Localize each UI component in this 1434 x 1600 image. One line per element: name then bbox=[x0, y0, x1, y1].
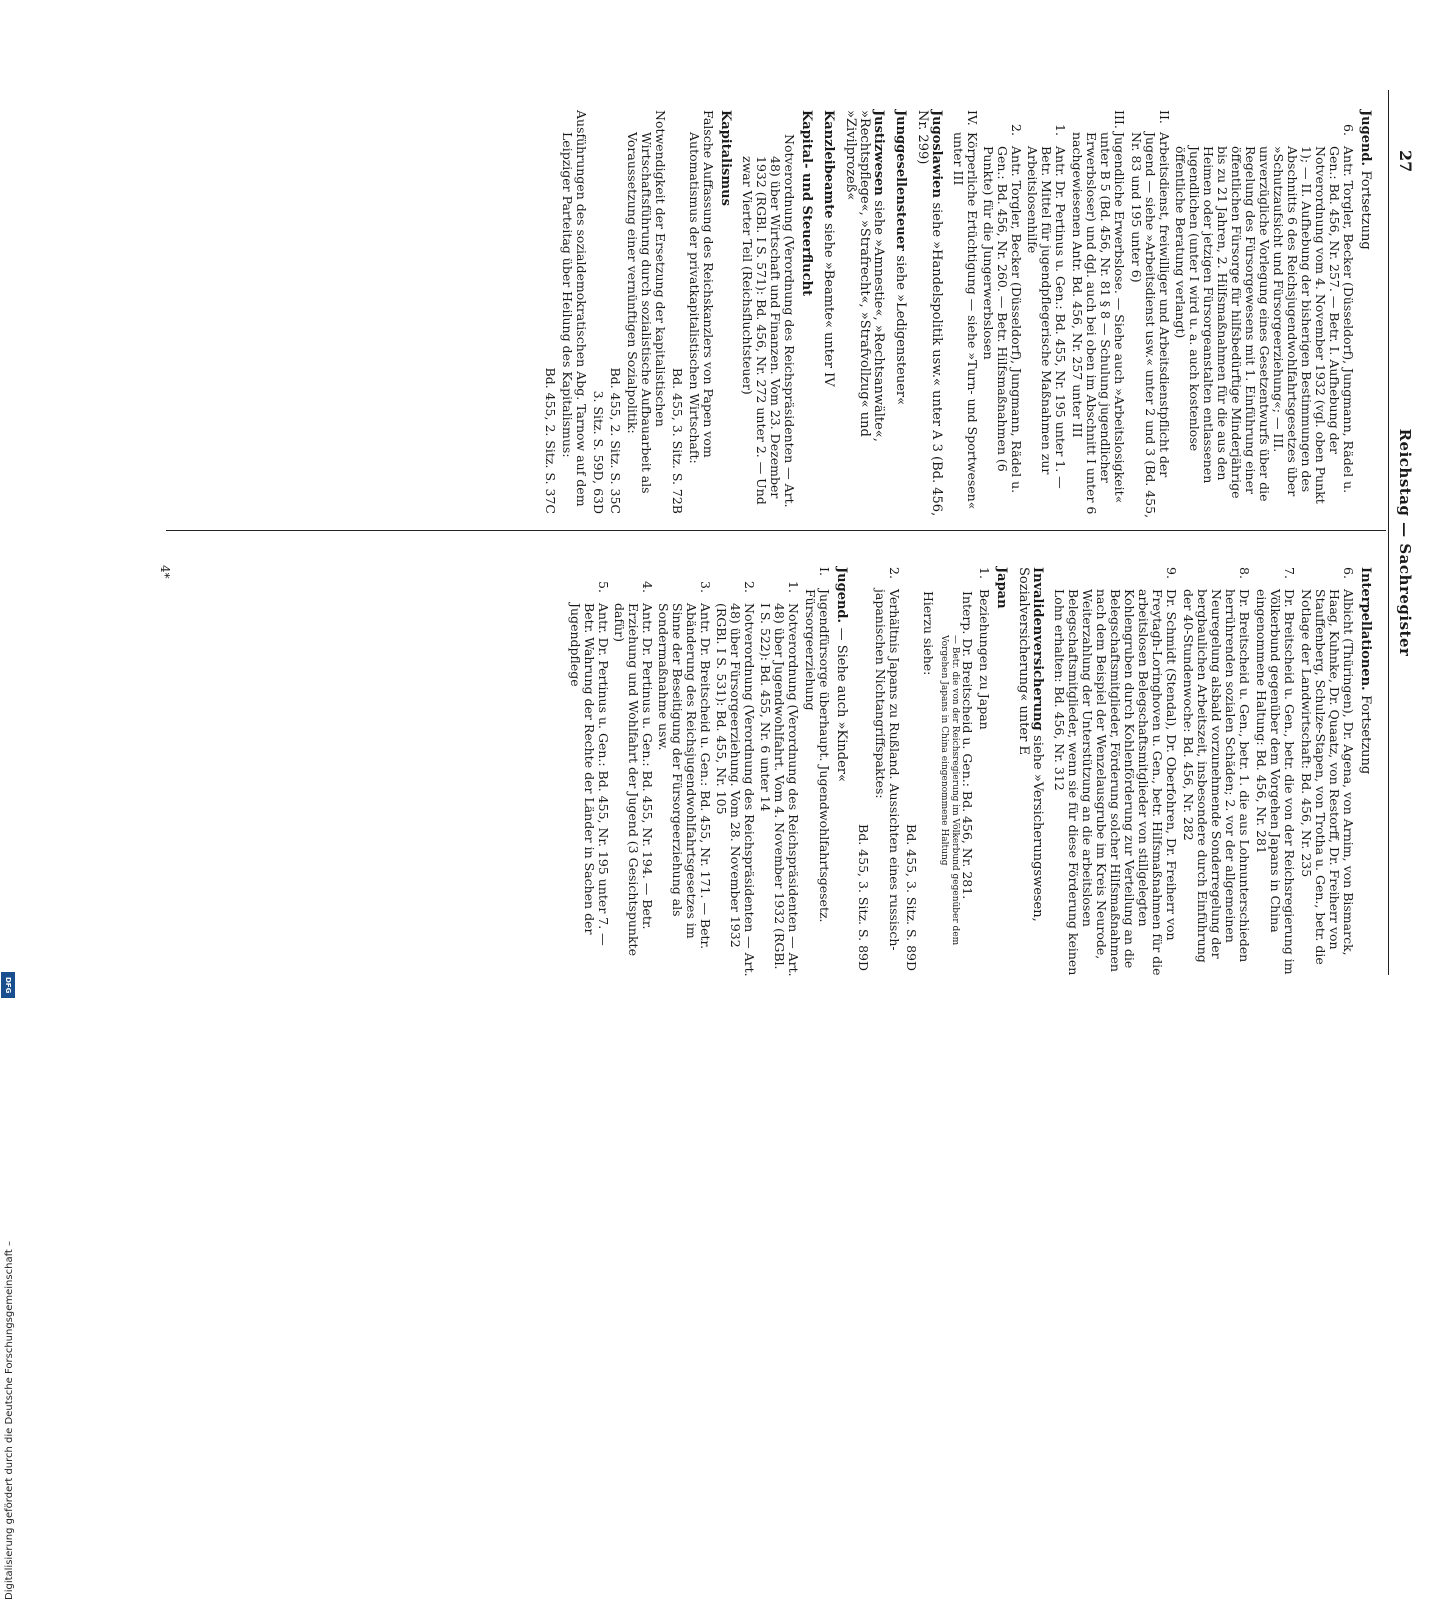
list-item: Hierzu siehe: bbox=[921, 591, 936, 676]
page-title: Reichstag — Sachregister bbox=[1396, 428, 1414, 657]
section-kanzleibeamte bbox=[821, 110, 835, 520]
page-header bbox=[1386, 90, 1426, 995]
section-invalidenversicherung bbox=[1016, 567, 1044, 977]
section-heading: Kanzleibeamte siehe »Beamte« unter IV bbox=[821, 110, 836, 387]
section-kapitalflucht bbox=[740, 110, 813, 520]
list-item: 1.Beziehungen zu Japan bbox=[977, 567, 992, 730]
section-jugend-continued bbox=[951, 110, 1372, 520]
section-junggesellensteuer bbox=[893, 110, 907, 520]
list-item: Notwendigkeit der Ersetzung der kapitalistischen Wirtschaftsführung durch sozialistische Aufbauarbeit als Voraussetzung einer vernünftigen Sozialpolitik: bbox=[625, 110, 668, 494]
section-heading: Justizwesen siehe »Amnestie«, »Rechtsanwälte«, »Rechtspflege«, »Strafrecht«, »Strafvollzug« und »Zivilprozeß« bbox=[843, 110, 886, 442]
page-number: 27 bbox=[1396, 150, 1415, 173]
section-japan bbox=[856, 567, 1008, 977]
list-item: 7.Dr. Breitscheid u. Gen., betr. die von der Reichsregierung im Völkerbund gegenüber dem Vorgehen Japans in China eingenommene Haltung: Bd. 456, Nr. 281 bbox=[1254, 567, 1297, 975]
section-heading: Jugend. — Siehe auch »Kinder« bbox=[834, 567, 849, 782]
left-column bbox=[560, 567, 1372, 977]
section-heading: Kapital- und Steuerflucht bbox=[799, 110, 814, 297]
list-item: II.Arbeitsdienst, freiwilliger und Arbeitsdienstpflicht der Jugend — siehe »Arbeitsdienst usw.« unter 2 und 3 (Bd. 455, Nr. 83 und 195 unter 6) bbox=[1129, 110, 1172, 519]
list-item: Ausführungen des sozialdemokratischen Abg. Tarnow auf dem Leipziger Parteitag über Heilung des Kapitalismus: bbox=[560, 110, 589, 507]
list-item: 6.Albicht (Thüringen), Dr. Agena, von Arnim, von Bismarck, Haag, Kuhnke, Dr. Quaatz, von Restorff, Dr. Freiherr von Stauffenberg, Schulze-Stapen, von Trotha u. Gen., betr. die Notlage der Landwirtschaft: Bd. 456, Nr. 235 bbox=[1299, 567, 1356, 965]
section-interpellationen bbox=[1052, 567, 1372, 977]
section-heading: Japan bbox=[994, 567, 1009, 609]
list-item: 9.Dr. Schmidt (Stendal), Dr. Oberfohren, Dr. Freiherr von Freytagh-Loringhoven u. Gen., betr. Hilfsmaßnahmen für die arbeitslosen Belegschaftsmitglieder von stillgelegten Kohlengruben durch Kohlenförderung zur Verteilung an die Belegschaftsmitglieder, Förderung solcher Hilfsmaßnahmen nach dem Beispiel der Wenzelausgrube im Kreis Neurode, Weiterzahlung der Unterstützung an die arbeitslosen Belegschaftsmitglieder, wenn sie für diese Förderung keinen Lohn erhalten: Bd. 456, Nr. 312 bbox=[1052, 567, 1179, 976]
list-item: 2.Antr. Torgler, Becker (Düsseldorf), Jungmann, Rädel u. Gen.: Bd. 456, Nr. 260. — Betr. Hilfsmaßnahmen (6 Punkte) für die Jungerwerbslosen bbox=[981, 124, 1024, 494]
section-heading: Jugend. Fortsetzung bbox=[1358, 110, 1373, 250]
list-item: 1.Antr. Dr. Pertinus u. Gen.: Bd. 455, Nr. 195 unter 1. — Betr. Mittel für jugendpflegerische Maßnahmen zur Arbeitslosenhilfe bbox=[1025, 124, 1068, 489]
list-item: 8.Dr. Breitscheid u. Gen., betr. 1. die aus Lohnunterschieden herrührenden sozialen Schäden; 2. vor der allgemeinen Neuregelung alsbald vorzunehmende Sonderregelung der bergbaulichen Arbeitszeit, insbesondere durch Einführung der 40-Stundenwoche: Bd. 456, Nr. 282 bbox=[1181, 567, 1252, 963]
signature-mark: 4* bbox=[158, 565, 172, 579]
list-item: Bd. 455, 2. Sitz. S. 37C bbox=[543, 367, 558, 514]
list-item: IV.Körperliche Ertüchtigung — siehe »Turn- und Sportwesen« unter III bbox=[951, 110, 980, 510]
section-heading: Kapitalismus bbox=[718, 110, 733, 206]
list-item: I.Jugendfürsorge überhaupt. Jugendwohlfahrtsgesetz. Fürsorgeerziehung bbox=[803, 567, 832, 923]
section-heading: Interpellationen. Fortsetzung bbox=[1358, 567, 1373, 775]
digitization-note-text: Digitalisierung gefördert durch die Deutsche Forschungsgemeinschaft – bbox=[4, 1240, 15, 1600]
dfg-logo: DFG bbox=[1, 972, 15, 998]
list-item: Bd. 455, 3. Sitz. S. 72B bbox=[670, 367, 685, 514]
section-heading: Invalidenversicherung siehe »Versicherungswesen, Sozialversicherung« unter E bbox=[1016, 567, 1045, 922]
list-item: 4.Antr. Dr. Pertinus u. Gen.: Bd. 455, Nr. 194. — Betr. Erziehung und Wohlfahrt der Jugend (3 Gesichtspunkte dafür) bbox=[612, 581, 655, 956]
section-heading: Jugoslawien siehe »Handelspolitik usw.« unter A 3 (Bd. 456, Nr. 299) bbox=[915, 110, 944, 517]
list-item: 3. Sitz. S. 59D, 63D bbox=[591, 390, 606, 514]
list-item: III.Jugendliche Erwerbslose. — Siehe auch »Arbeitslosigkeit« unter B 5 (Bd. 456, Nr. 81 § 8 — Schulung jugendlicher Erwerbsloser) und dgl. auch bei oben im Abschnitt I unter 6 nachgewiesenen Antr. Bd. 456, Nr. 257 unter III bbox=[1070, 110, 1127, 515]
list-item: 6.Antr. Torgler, Becker (Düsseldorf), Jungmann, Rädel u. Gen.: Bd. 456, Nr. 257. — Betr. I. Aufhebung der Notverordnung vom 4. November 1932 (vgl. oben Punkt 1); — II. Aufhebung der bisherigen Bestimmungen des Abschnitts 6 des Reichsjugendwohlfahrtsgesetzes über »Schutzaufsicht und Fürsorgeerziehung«; — III. unverzügliche Vorlegung eines Gesetzentwurfs über die Regelung des Fürsorgewesens mit 1. Einführung einer öffentlichen Fürsorge für hilfsbedürftige Minderjährige bis zu 21 Jahren, 2. Hilfsmaßnahmen für die aus den Heimen oder jetzigen Fürsorgeanstalten entlassenen Jugendlichen (unter I wird u. a. auch kostenlose öffentliche Beratung verlangt) bbox=[1173, 124, 1356, 504]
list-item: 3.Antr. Dr. Breitscheid u. Gen.: Bd. 455, Nr. 171. — Betr. Abänderung des Reichsjugendwohlfahrtsgesetzes im Sinne der Beseitigung der Fürsorgeerziehung als Sondermaßnahme usw. bbox=[656, 581, 713, 950]
list-item: 2.Verhältnis Japans zu Rußland. Aussichten eines russisch-japanischen Nichtangriffspaktes: bbox=[873, 567, 902, 951]
right-column bbox=[535, 110, 1372, 520]
list-item: Bd. 455, 2. Sitz. S. 35C bbox=[608, 367, 623, 514]
section-jugend bbox=[568, 567, 848, 977]
list-item: Falsche Auffassung des Reichskanzlers von Papen vom Automatismus der privatkapitalistischen Wirtschaft: bbox=[687, 110, 716, 464]
list-item: Interp. Dr. Breitscheid u. Gen.: Bd. 456, Nr. 281. — Betr. die von der Reichsregierung im Völkerbund gegenüber dem Vorgehen Japans in China eingenommene Haltung bbox=[939, 591, 975, 946]
list-item: 2.Notverordnung (Verordnung des Reichspräsidenten — Art. 48) über Fürsorgeerziehung. Vom 28. November 1932 (RGBl. I S. 531): Bd. 455, Nr. 105 bbox=[714, 581, 757, 977]
header-rule bbox=[1388, 90, 1389, 975]
list-item: 5.Antr. Dr. Pertinus u. Gen.: Bd. 455, Nr. 195 unter 7. — Betr. Wahrung der Rechte der Länder in Sachen der Jugendpflege bbox=[568, 581, 611, 946]
section-jugoslawien bbox=[915, 110, 943, 520]
section-heading: Junggesellensteuer siehe »Ledigensteuer« bbox=[893, 110, 908, 406]
list-item: Bd. 455, 3. Sitz. S. 89D bbox=[904, 824, 919, 971]
list-item: Notverordnung (Verordnung des Reichspräsidenten — Art. 48) über Wirtschaft und Finanzen. Vom 23. Dezember 1932 (RGBl. I S. 571): Bd. 456, Nr. 272 unter 2. — Und zwar Vierter Teil (Reichsfluchtsteuer) bbox=[740, 134, 797, 508]
section-kapitalismus bbox=[543, 110, 732, 520]
list-item: 1.Notverordnung (Verordnung des Reichspräsidenten — Art. 48) über Jugendwohlfahrt. Vom 4. November 1932 (RGBl. I S. 522): Bd. 455, Nr. 6 unter 14 bbox=[758, 581, 801, 977]
list-item: Bd. 455, 3. Sitz. S. 89D bbox=[856, 824, 871, 971]
section-justizwesen bbox=[843, 110, 885, 520]
column-divider bbox=[166, 530, 1386, 531]
register-sheet bbox=[0, 90, 1434, 995]
